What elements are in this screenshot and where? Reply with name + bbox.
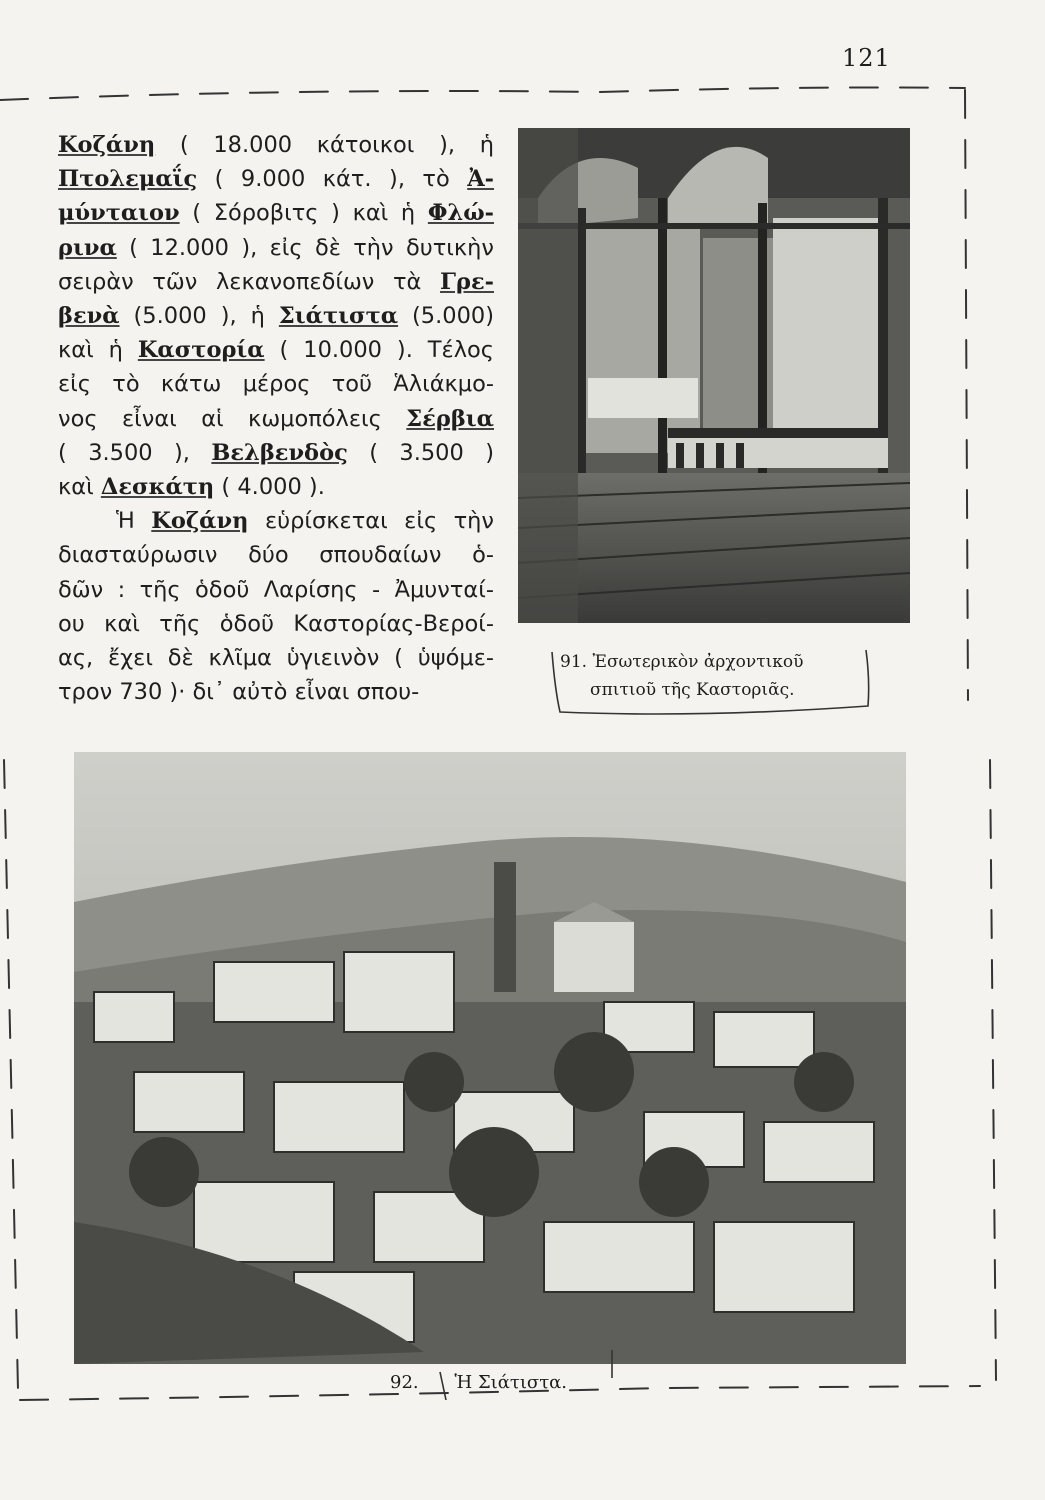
place-name: Κοζάνη [151, 508, 249, 535]
text-run: ου καὶ τῆς ὁδοῦ Καστορίας-Βεροί- [58, 610, 494, 637]
text-line [58, 607, 494, 641]
place-name: ρινα [58, 234, 117, 261]
text-line [58, 367, 494, 401]
place-name: Γρε- [440, 268, 494, 295]
text-run: (5.000) [398, 303, 494, 330]
text-run: ( 3.500 ), [58, 439, 212, 466]
text-run: ( 10.000 ). Τέλος [264, 337, 494, 364]
text-run: εἰς τὸ κάτω μέρος τοῦ Ἁλιάκμο- [58, 371, 494, 398]
text-line [58, 333, 494, 367]
text-line [58, 470, 494, 504]
text-run: εὑρίσκεται εἰς τὴν [248, 508, 495, 535]
place-name: βενὰ [58, 303, 120, 330]
text-run: ( 12.000 ), εἰς δὲ τὴν δυτικὴν [116, 234, 494, 261]
text-line [58, 402, 494, 436]
place-name: Κοζάνη [58, 132, 156, 158]
text-run: ( 4.000 ). [214, 474, 325, 501]
text-run: ας, ἔχει δὲ κλῖμα ὑγιεινὸν ( ὑψόμε- [58, 645, 494, 672]
place-name: Καστορία [137, 337, 265, 364]
text-line [58, 641, 494, 675]
text-run: Ἡ [116, 508, 152, 535]
place-name: μύνταιον [58, 200, 180, 227]
text-run: (5.000 ), ἡ [119, 303, 279, 330]
place-name: Βελβενδὸς [211, 439, 348, 466]
text-run: διασταύρωσιν δύο σπουδαίων ὁ- [58, 542, 494, 569]
figure-91-photo [518, 128, 910, 623]
figure-91-caption [560, 648, 880, 704]
figure-92-caption [390, 1372, 567, 1393]
text-run: καὶ ἡ [58, 337, 138, 364]
text-run: καὶ [58, 474, 101, 501]
figure-92-photo [74, 752, 906, 1364]
text-line [58, 436, 494, 470]
figure-92-caption-text: Ἡ Σιάτιστα. [454, 1372, 568, 1393]
text-run: σειρὰν τῶν λεκανοπεδίων τὰ [58, 268, 441, 295]
place-name: Σιάτιστα [278, 303, 399, 330]
text-run: ( 3.500 ) [347, 439, 494, 466]
place-name: Δεσκάτη [100, 474, 215, 501]
text-run: ( 18.000 κάτοικοι ), ἡ [155, 132, 494, 158]
place-name: Φλώ- [427, 200, 494, 227]
text-line [58, 299, 494, 333]
text-line [58, 675, 494, 709]
text-line [58, 162, 494, 196]
place-name: Ἀ- [467, 166, 494, 193]
body-text [58, 128, 494, 709]
text-run: δῶν : τῆς ὁδοῦ Λαρίσης - Ἀμυνταί- [58, 576, 494, 603]
figure-91-caption-line2: σπιτιοῦ τῆς Καστοριᾶς. [590, 680, 795, 700]
text-run: νος εἶναι αἱ κωμοπόλεις [58, 405, 407, 432]
text-run: ( Σόροβιτς ) καὶ ἡ [179, 200, 428, 227]
text-line [58, 538, 494, 572]
figure-91-number: 91. [560, 652, 588, 672]
text-line [58, 504, 494, 538]
text-run: τρον 730 )· δι᾽ αὐτὸ εἶναι σπου- [58, 679, 420, 706]
text-line [58, 265, 494, 299]
figure-92-number: 92. [390, 1372, 419, 1393]
place-name: Σέρβια [406, 405, 494, 432]
text-run: ( 9.000 κάτ. ), τὸ [197, 166, 468, 193]
place-name: Πτολεμαΐς [58, 166, 198, 193]
text-line [58, 128, 494, 162]
text-line [58, 231, 494, 265]
text-line [58, 196, 494, 230]
figure-91-caption-line1: Ἐσωτερικὸν ἀρχοντικοῦ [592, 652, 804, 672]
text-line [58, 573, 494, 607]
page-number: 121 [842, 44, 891, 72]
